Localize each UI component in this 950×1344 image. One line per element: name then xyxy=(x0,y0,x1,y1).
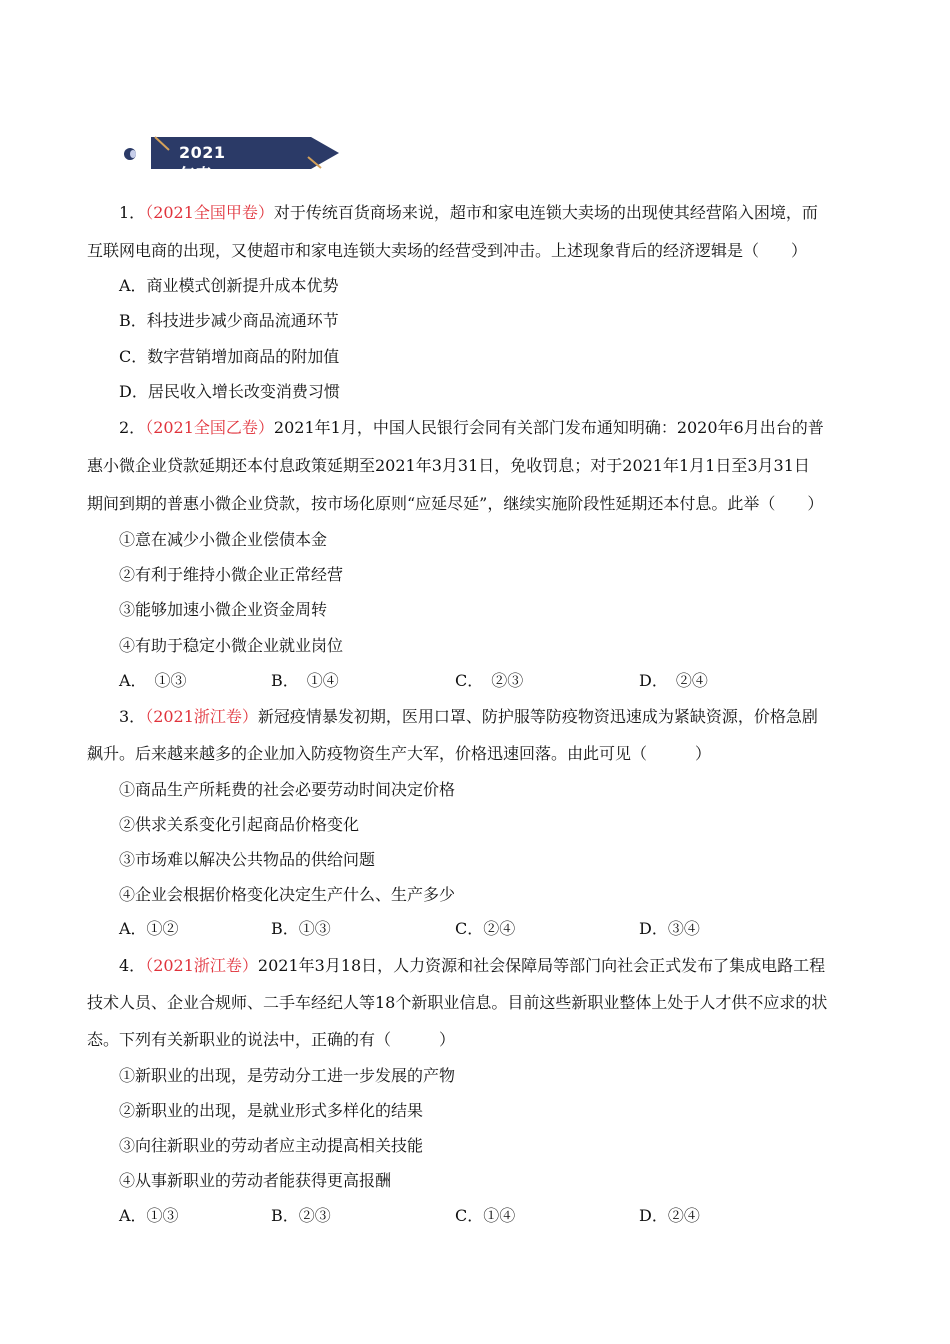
choice-d: D．③④ xyxy=(639,919,700,938)
statement-3: ③市场难以解决公共物品的供给问题 xyxy=(119,850,376,869)
statement-1: ①商品生产所耗费的社会必要劳动时间决定价格 xyxy=(119,780,456,799)
question-2-stem-line-2: 惠小微企业贷款延期还本付息政策延期至2021年3月31日，免收罚息；对于2021年1月1日至3月31日 xyxy=(87,456,810,475)
question-3-stem-line-2: 飙升。后来越来越多的企业加入防疫物资生产大军，价格迅速回落。由此可见（ ） xyxy=(87,744,712,763)
statement-3: ③向往新职业的劳动者应主动提高相关技能 xyxy=(119,1136,424,1155)
choice-d: D． ②④ xyxy=(639,671,708,690)
statement-2: ②新职业的出现，是就业形式多样化的结果 xyxy=(119,1101,424,1120)
option-d: D．居民收入增长改变消费习惯 xyxy=(119,382,340,401)
question-4-stem-line-2: 技术人员、企业合规师、二手车经纪人等18个新职业信息。目前这些新职业整体上处于人才供不应求的状 xyxy=(87,993,828,1012)
question-number: 4． xyxy=(119,956,146,975)
statement-4: ④企业会根据价格变化决定生产什么、生产多少 xyxy=(119,885,456,904)
choice-c: C．①④ xyxy=(455,1206,516,1225)
choice-c: C．②④ xyxy=(455,919,516,938)
statement-2: ②供求关系变化引起商品价格变化 xyxy=(119,815,360,834)
choice-a: A．①③ xyxy=(119,1206,179,1225)
question-text: 2021年1月，中国人民银行会同有关部门发布通知明确：2020年6月出台的普 xyxy=(273,418,824,437)
bullet-dot-icon xyxy=(124,148,136,160)
question-3-stem-line-1 xyxy=(119,707,818,727)
statement-3: ③能够加速小微企业资金周转 xyxy=(119,600,328,619)
statement-4: ④有助于稳定小微企业就业岗位 xyxy=(119,636,344,655)
question-text: 新冠疫情暴发初期，医用口罩、防护服等防疫物资迅速成为紧缺资源，价格急剧 xyxy=(257,707,818,726)
question-source: （2021全国甲卷） xyxy=(145,203,274,222)
choice-c: C． ②③ xyxy=(455,671,524,690)
question-source: （2021全国乙卷） xyxy=(145,418,274,437)
question-number: 3． xyxy=(119,707,146,726)
question-number: 1． xyxy=(119,203,146,222)
option-b: B．科技进步减少商品流通环节 xyxy=(119,311,339,330)
question-4-stem-line-3: 态。下列有关新职业的说法中，正确的有（ ） xyxy=(87,1030,456,1049)
choice-d: D．②④ xyxy=(639,1206,700,1225)
section-title: 2021年真题 xyxy=(179,143,226,207)
question-number: 2． xyxy=(119,418,146,437)
question-1-stem-line-2: 互联网电商的出现，又使超市和家电连锁大卖场的经营受到冲击。上述现象背后的经济逻辑是（ ） xyxy=(87,241,808,260)
choice-b: B．②③ xyxy=(271,1206,331,1225)
question-2-stem-line-3: 期间到期的普惠小微企业贷款，按市场化原则“应延尽延”，继续实施阶段性延期还本付息。此举（ ） xyxy=(87,494,824,513)
statement-2: ②有利于维持小微企业正常经营 xyxy=(119,565,344,584)
choice-b: B． ①④ xyxy=(271,671,339,690)
question-1-stem-line-1 xyxy=(119,203,818,223)
question-text: 2021年3月18日，人力资源和社会保障局等部门向社会正式发布了集成电路工程 xyxy=(257,956,826,975)
choice-a: A．①② xyxy=(119,919,179,938)
option-a: A．商业模式创新提升成本优势 xyxy=(119,276,339,295)
question-2-stem-line-1 xyxy=(119,418,824,438)
question-text: 对于传统百货商场来说，超市和家电连锁大卖场的出现使其经营陷入困境，而 xyxy=(273,203,818,222)
choice-a: A． ①③ xyxy=(119,671,187,690)
statement-1: ①意在减少小微企业偿债本金 xyxy=(119,530,328,549)
statement-4: ④从事新职业的劳动者能获得更高报酬 xyxy=(119,1171,392,1190)
question-source: （2021浙江卷） xyxy=(145,707,258,726)
choice-b: B．①③ xyxy=(271,919,331,938)
option-c: C．数字营销增加商品的附加值 xyxy=(119,347,340,366)
statement-1: ①新职业的出现，是劳动分工进一步发展的产物 xyxy=(119,1066,456,1085)
question-4-stem-line-1 xyxy=(119,956,825,976)
question-source: （2021浙江卷） xyxy=(145,956,258,975)
